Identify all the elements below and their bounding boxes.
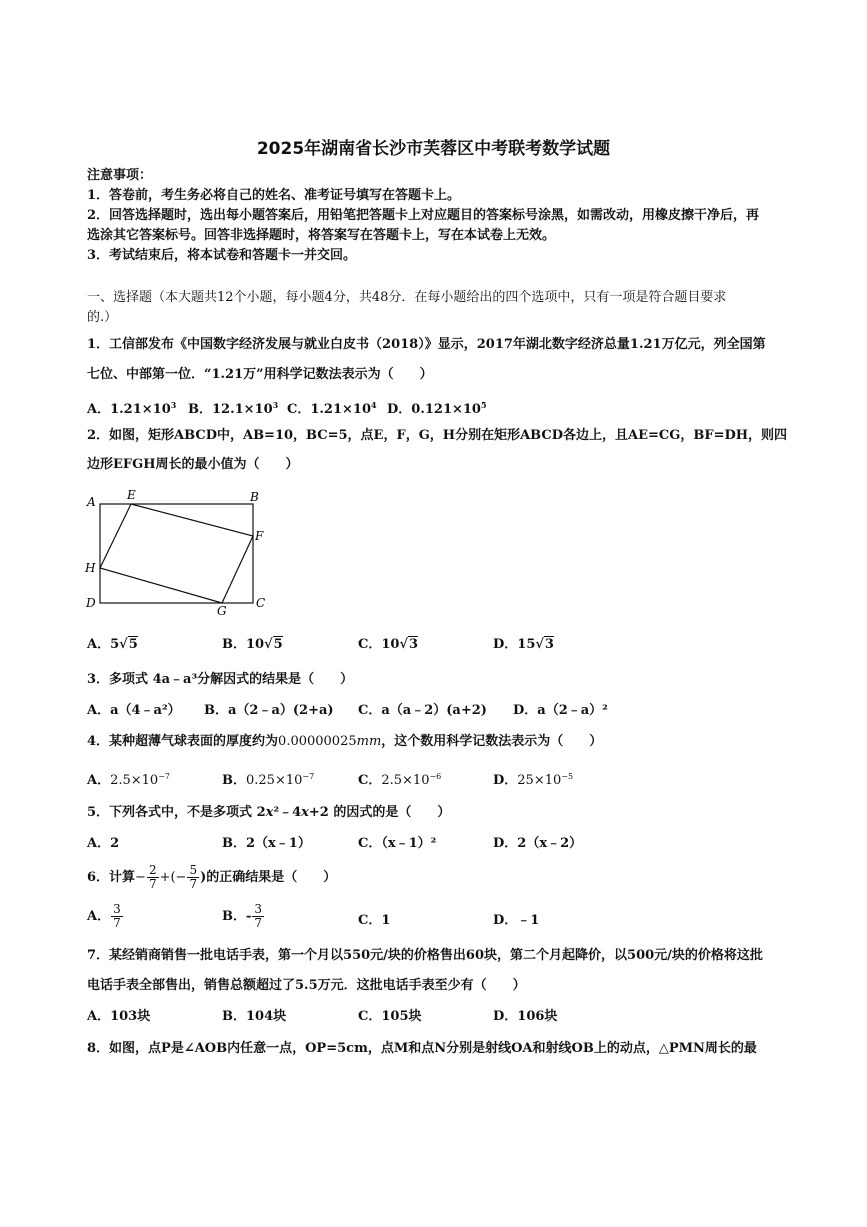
q6-option-d: D．﹣1 bbox=[493, 913, 540, 928]
q5-option-d: D．2（x﹣2） bbox=[493, 836, 583, 851]
q3-option-b: B．a（2﹣a）(2+a) bbox=[204, 703, 334, 718]
q2-rectangle-figure bbox=[82, 484, 282, 620]
q3-option-a: A．a（4﹣a²） bbox=[87, 703, 181, 718]
q1-option-a: A．$1.21\times 10^3$ bbox=[87, 400, 177, 417]
q7-stem: 7．某经销商销售一批电话手表，第一个月以550元/块的价格售出60块，第二个月起降价，以500元/块的价格将这批 bbox=[87, 948, 763, 963]
note-line: 1．答卷前，考生务必将自己的姓名、准考证号填写在答题卡上。 bbox=[87, 188, 461, 203]
q3-option-c: C．a（a﹣2）(a+2) bbox=[358, 703, 487, 718]
vertex-label-c: C bbox=[256, 596, 266, 610]
q5-option-c: C．（x﹣1）² bbox=[358, 836, 437, 851]
q7-option-d: D．106块 bbox=[493, 1009, 558, 1024]
q4-option-d: D．$25\times 10^{-5}$ bbox=[493, 772, 574, 788]
note-line: 3．考试结束后，将本试卷和答题卡一并交回。 bbox=[87, 248, 357, 263]
q7-stem-cont: 电话手表全部售出，销售总额超过了5.5万元．这批电话手表至少有（ ） bbox=[87, 978, 526, 993]
vertex-label-e: E bbox=[127, 488, 136, 502]
q4-stem: 4．某种超薄气球表面的厚度约为0.00000025mm，这个数用科学记数法表示为（ ） bbox=[87, 734, 603, 749]
q5-stem: 5．下列各式中，不是多项式 2x²﹣4x+2 的因式的是（ ） bbox=[87, 805, 451, 820]
q1-option-c: C．$1.21\times 10^4$ bbox=[287, 400, 377, 417]
vertex-label-h: H bbox=[85, 561, 96, 575]
vertex-label-f: F bbox=[255, 529, 264, 543]
section-heading: 一、选择题（本大题共12个小题，每小题4分，共48分．在每小题给出的四个选项中，只有一项是符合题目要求 bbox=[87, 290, 727, 305]
q4-option-a: A．$2.5\times 10^{-7}$ bbox=[87, 772, 170, 788]
vertex-label-g: G bbox=[217, 604, 227, 618]
q6-fraction-1: $\frac{2}{7}$ bbox=[148, 863, 157, 891]
q6-option-a: A． $\frac{3}{7}$ bbox=[87, 902, 121, 930]
notes-heading: 注意事项： bbox=[87, 168, 153, 183]
q1-stem-cont: 七位、中部第一位．“1.21万”用科学记数法表示为（ ） bbox=[87, 367, 433, 382]
q1-stem: 1．工信部发布《中国数字经济发展与就业白皮书（2018）》显示，2017年湖北数字经济总量1.21万亿元，列全国第 bbox=[87, 337, 766, 352]
q3-option-d: D．a（2﹣a）² bbox=[513, 703, 608, 718]
note-line: 2．回答选择题时，选出每小题答案后，用铅笔把答题卡上对应题目的答案标号涂黑，如需改动，用橡皮擦干净后，再 bbox=[87, 208, 760, 223]
q8-stem: 8．如图，点P是∠AOB内任意一点，OP=5cm，点M和点N分别是射线OA和射线OB上的动点，△PMN周长的最 bbox=[87, 1041, 757, 1056]
section-heading-cont: 的.） bbox=[87, 310, 118, 325]
q2-option-d: D．15√3 bbox=[493, 637, 554, 652]
vertex-label-b: B bbox=[250, 490, 259, 504]
q1-option-d: D．$0.121\times 10^5$ bbox=[387, 400, 487, 417]
q2-stem: 2．如图，矩形ABCD中，AB=10，BC=5，点E，F，G，H分别在矩形ABCD各边上，且AE=CG，BF=DH，则四 bbox=[87, 428, 788, 443]
q2-option-a: A．5√5 bbox=[87, 637, 138, 652]
vertex-label-a: A bbox=[87, 495, 96, 509]
q2-stem-cont: 边形EFGH周长的最小值为（ ） bbox=[87, 457, 299, 472]
q1-option-b: B．$12.1\times 10^3$ bbox=[188, 400, 279, 417]
q6-option-b: B．- $\frac{3}{7}$ bbox=[222, 902, 263, 930]
q2-option-c: C．10√3 bbox=[358, 637, 419, 652]
q5-option-a: A．2 bbox=[87, 836, 120, 851]
q7-option-b: B．104块 bbox=[222, 1009, 287, 1024]
note-line: 选涂其它答案标号。回答非选择题时，将答案写在答题卡上，写在本试卷上无效。 bbox=[87, 228, 556, 243]
q7-option-a: A．103块 bbox=[87, 1009, 151, 1024]
q6-option-c: C．1 bbox=[358, 913, 391, 928]
q2-option-b: B．10√5 bbox=[222, 637, 283, 652]
q3-stem: 3．多项式 4a﹣a³分解因式的结果是（ ） bbox=[87, 672, 354, 687]
q6-stem: 6．计算− $\frac{2}{7}$ +(− $\frac{5}{7}$ )的正确结果是（ ） bbox=[87, 863, 337, 891]
page-title: 2025年湖南省长沙市芙蓉区中考联考数学试题 bbox=[256, 139, 611, 159]
q4-option-b: B．$0.25\times 10^{-7}$ bbox=[222, 772, 315, 788]
q6-fraction-2: $\frac{5}{7}$ bbox=[189, 863, 198, 891]
q7-option-c: C．105块 bbox=[358, 1009, 422, 1024]
q4-option-c: C．$2.5\times 10^{-6}$ bbox=[358, 772, 442, 788]
q5-option-b: B．2（x﹣1） bbox=[222, 836, 311, 851]
vertex-label-d: D bbox=[86, 596, 96, 610]
